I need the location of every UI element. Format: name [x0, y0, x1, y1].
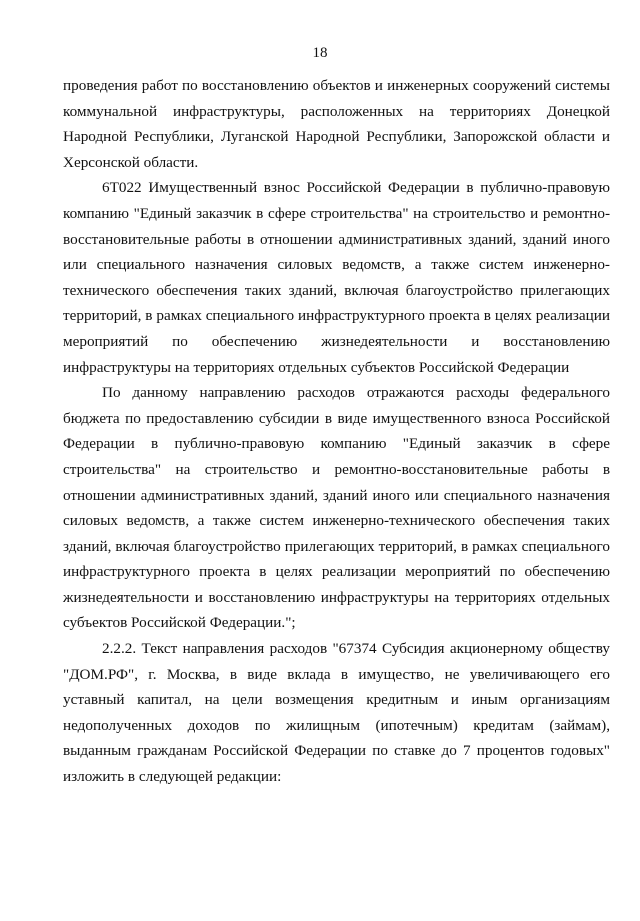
paragraph-2-2-2: 2.2.2. Текст направления расходов "67374 Субсидия акционерному обществу "ДОМ.РФ", г. Москва, в виде вклада в имущество, не увеличивающего его уставный капитал, на цели возмещения кредитным и иным организациям недополученных доходов по жилищным (ипотечным) кредитам (займам), выданным гражданам Российской Федерации по ставке до 7 процентов годовых" изложить в следующей редакции:: [63, 640, 610, 786]
document-body: [63, 73, 610, 790]
paragraph-continuation: проведения работ по восстановлению объектов и инженерных сооружений системы коммунальной инфраструктуры, расположенных на территориях Донецкой Народной Республики, Луганской Народной Республики, Запорожской области и Херсонской области.: [63, 77, 610, 171]
paragraph-6t022-description: По данному направлению расходов отражаются расходы федерального бюджета по предоставлению субсидии в виде имущественного взноса Российской Федерации в публично-правовую компанию "Единый заказчик в сфере строительства" на строительство и ремонтно-восстановительные работы в отношении административных зданий, зданий иного или специального назначения силовых ведомств, а также систем инженерно-технического обеспечения таких зданий, включая благоустройство прилегающих территорий, в рамках специального инфраструктурного проекта в целях реализации мероприятий по обеспечению жизнедеятельности и восстановлению инфраструктуры на территориях отдельных субъектов Российской Федерации.";: [63, 384, 610, 632]
page-number: 18: [312, 45, 328, 61]
paragraph-6t022-heading: 6Т022 Имущественный взнос Российской Федерации в публично-правовую компанию "Единый заказчик в сфере строительства" на строительство и ремонтно-восстановительные работы в отношении административных зданий, зданий иного или специального назначения силовых ведомств, а также систем инженерно-технического обеспечения таких зданий, включая благоустройство прилегающих территорий, в рамках специального инфраструктурного проекта в целях реализации мероприятий по обеспечению жизнедеятельности и восстановлению инфраструктуры на территориях отдельных субъектов Российской Федерации: [63, 179, 610, 376]
